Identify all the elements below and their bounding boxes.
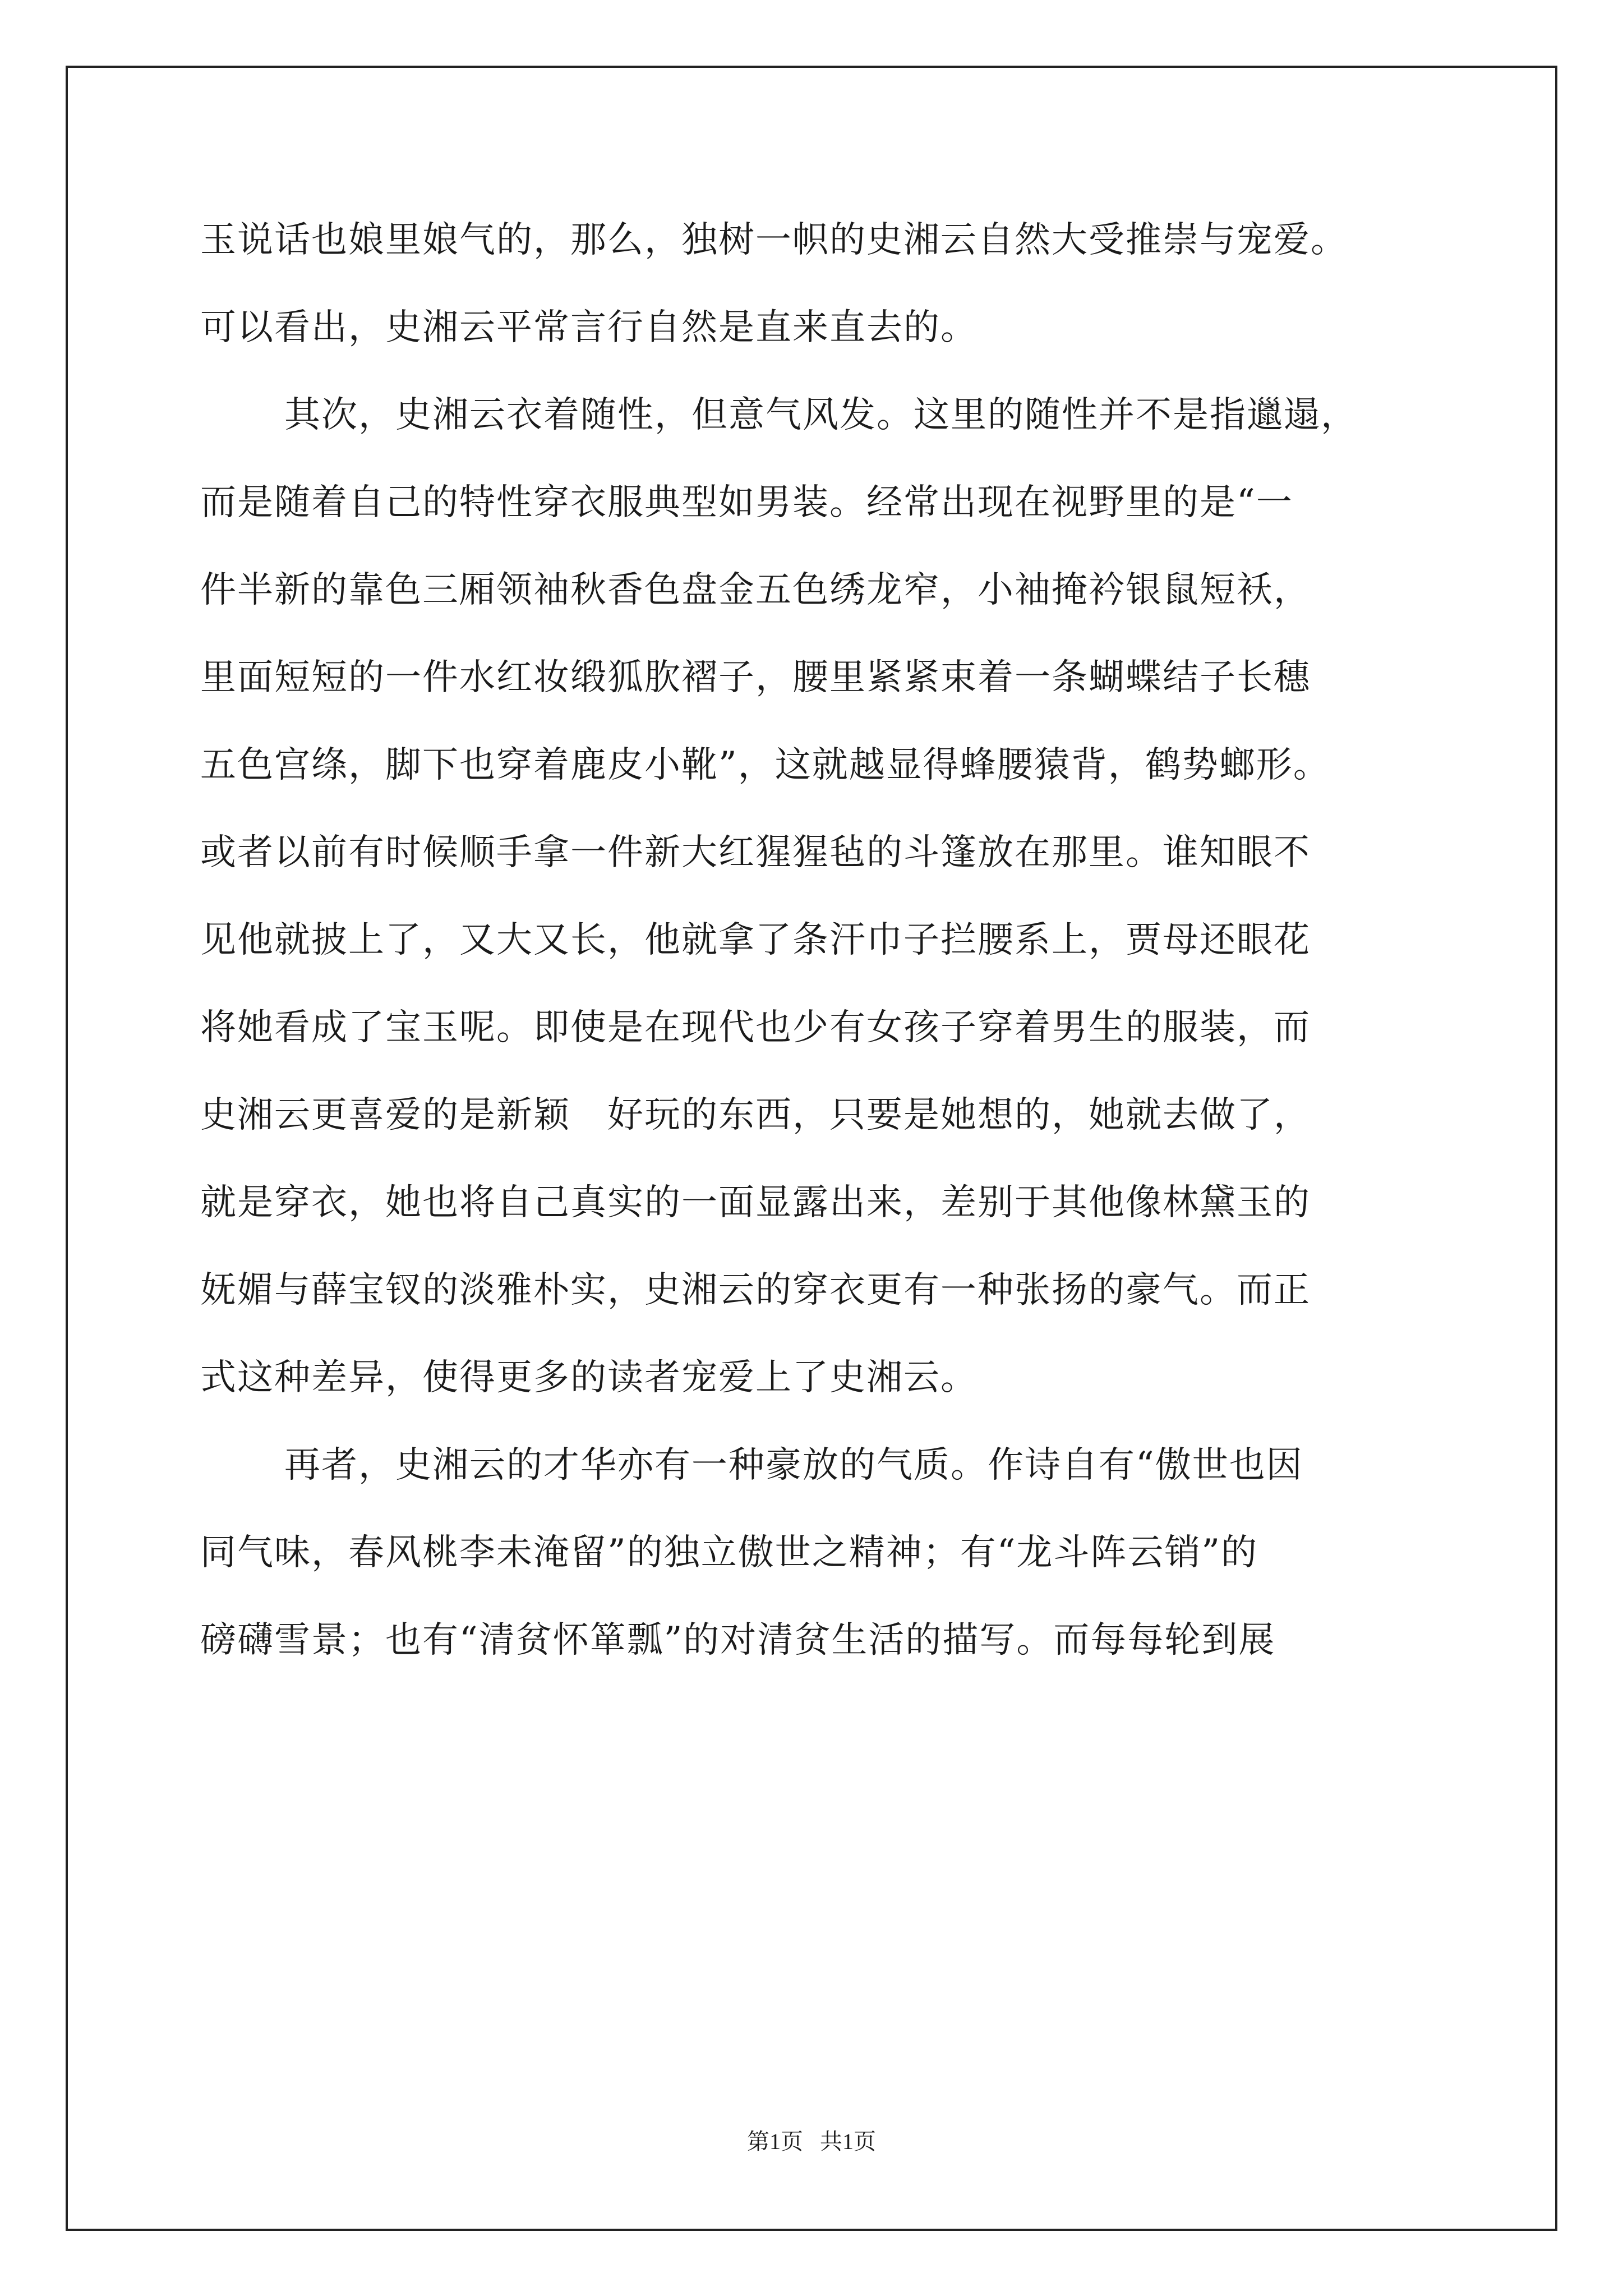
text-line: 可以看出，史湘云平常言行自然是直来直去的。 (200, 307, 978, 348)
text-line: 而是随着自己的特性穿衣服典型如男装。经常出现在视野里的是“一 (200, 482, 1293, 523)
text-line: 将她看成了宝玉呢。即使是在现代也少有女孩子穿着男生的服装，而 (200, 1007, 1311, 1048)
paragraph-start-line: 再者，史湘云的才华亦有一种豪放的气质。作诗自有“傲世也因 (284, 1444, 1303, 1486)
text-line: 式这种差异，使得更多的读者宠爱上了史湘云。 (200, 1357, 978, 1398)
page-number-current: 第1页 (747, 2129, 803, 2154)
text-line: 磅礴雪景；也有“清贫怀箪瓢”的对清贫生活的描写。而每每轮到展 (200, 1619, 1276, 1661)
text-line: 见他就披上了，又大又长，他就拿了条汗巾子拦腰系上，贾母还眼花 (200, 919, 1311, 961)
page-footer (0, 2125, 1623, 2159)
text-line: 妩媚与薛宝钗的淡雅朴实，史湘云的穿衣更有一种张扬的豪气。而正 (200, 1269, 1311, 1311)
paragraph-start-line: 其次，史湘云衣着随性，但意气风发。这里的随性并不是指邋遢， (284, 394, 1358, 436)
text-line: 五色宫绦，脚下也穿着鹿皮小靴”，这就越显得蜂腰猿背，鹤势螂形。 (200, 744, 1330, 786)
text-line: 或者以前有时候顺手拿一件新大红猩猩毡的斗篷放在那里。谁知眼不 (200, 832, 1311, 873)
text-line: 史湘云更喜爱的是新颖 好玩的东西，只要是她想的，她就去做了， (200, 1094, 1311, 1136)
page-number-total: 共1页 (820, 2129, 876, 2154)
text-line: 件半新的靠色三厢领袖秋香色盘金五色绣龙窄，小袖掩衿银鼠短袄， (200, 569, 1311, 611)
document-body (200, 196, 1445, 1684)
text-line: 里面短短的一件水红妆缎狐肷褶子，腰里紧紧束着一条蝴蝶结子长穗 (200, 657, 1311, 698)
text-line: 同气味，春风桃李未淹留”的独立傲世之精神；有“龙斗阵云销”的 (200, 1532, 1258, 1573)
text-line: 就是穿衣，她也将自己真实的一面显露出来，差别于其他像林黛玉的 (200, 1182, 1311, 1223)
text-line: 玉说话也娘里娘气的，那么，独树一帜的史湘云自然大受推崇与宠爱。 (200, 219, 1348, 261)
